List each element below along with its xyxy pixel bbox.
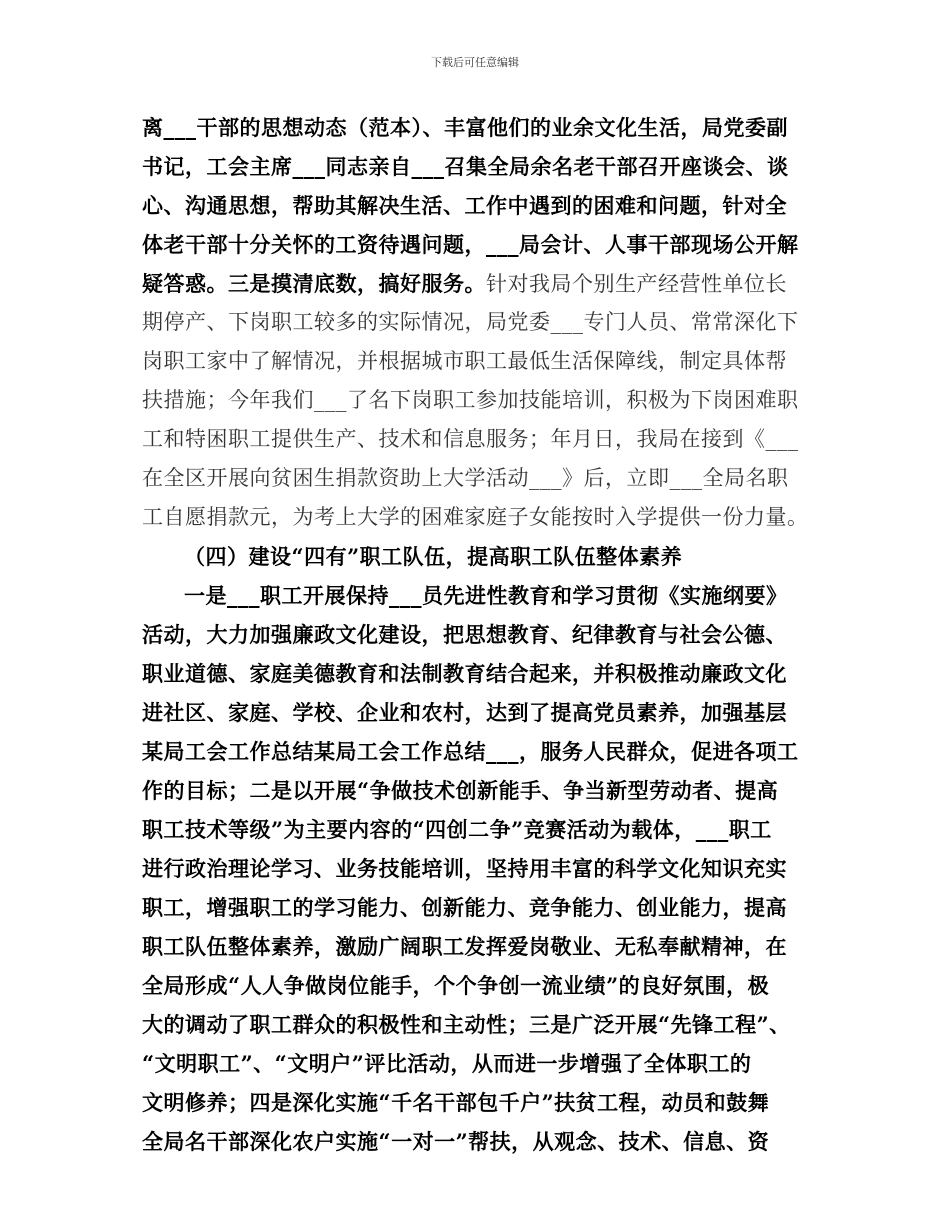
text-line (142, 186, 818, 225)
text-line (142, 108, 818, 147)
text-line (142, 303, 818, 342)
text-line-main: （四）建设“四有”职工队伍，提高职工队伍整体素养 (184, 544, 683, 569)
text-line-main: 全局名干部深化农户实施“一对一”帮扶，从观念、技术、信息、资 (142, 1129, 770, 1154)
text-line (142, 1122, 818, 1161)
text-line-main: 扶措施；今年我们___了名下岗职工参加技能培训，积极为下岗困难职 (142, 388, 799, 412)
text-line (142, 810, 818, 849)
text-line (142, 771, 818, 810)
text-line (142, 732, 818, 771)
text-line (142, 1005, 818, 1044)
text-line (142, 264, 818, 303)
text-line (142, 420, 818, 459)
text-line-main: 体老干部十分关怀的工资待遇问题，___局会计、人事干部现场公开解 (142, 232, 799, 257)
text-line (142, 381, 818, 420)
text-line (142, 147, 818, 186)
page-header: 下载后可任意编辑 (431, 56, 519, 69)
text-line (142, 615, 818, 654)
document-body (142, 108, 818, 1161)
text-line-main: 工和特困职工提供生产、技术和信息服务；年月日，我局在接到《___ (142, 427, 799, 451)
text-line (142, 342, 818, 381)
text-line-main: 进行政治理论学习、业务技能培训，坚持用丰富的科学文化知识充实 (142, 856, 787, 881)
text-line (142, 1083, 818, 1122)
text-line-main: 一是___职工开展保持___员先进性教育和学习贯彻《实施纲要》 (184, 583, 788, 608)
text-line (142, 1044, 818, 1083)
text-line-main: 大的调动了职工群众的积极性和主动性；三是广泛开展“先锋工程”、 (142, 1012, 791, 1037)
text-line-main: 书记，工会主席___同志亲自___召集全局余名老干部召开座谈会、谈 (142, 154, 789, 179)
text-line-main: 某局工会工作总结某局工会工作总结___，服务人民群众，促进各项工 (142, 739, 799, 764)
text-line-main: 疑答惑。三是摸清底数，搞好服务。 (142, 271, 486, 296)
text-line-tail: 针对我局个别生产经营性单位长 (486, 272, 787, 296)
text-line-main: 全局形成“人人争做岗位能手，个个争创一流业绩”的良好氛围，极 (142, 973, 770, 998)
text-line (142, 459, 818, 498)
text-line (142, 849, 818, 888)
text-line-main: 作的目标；二是以开展“争做技术创新能手、争当新型劳动者、提高 (142, 778, 779, 803)
text-line-main: 活动，大力加强廉政文化建设，把思想教育、纪律教育与社会公德、 (142, 622, 787, 647)
text-line (142, 537, 818, 576)
text-line-main: 职业道德、家庭美德教育和法制教育结合起来，并积极推动廉政文化 (142, 661, 787, 686)
text-line-main: 离___干部的思想动态（范本）、丰富他们的业余文化生活，局党委副 (142, 115, 788, 140)
text-line-main: 期停产、下岗职工较多的实际情况，局党委___专门人员、常常深化下 (142, 310, 799, 334)
text-line-main: 文明修养；四是深化实施“千名干部包千户”扶贫工程，动员和鼓舞 (142, 1090, 770, 1115)
text-line (142, 654, 818, 693)
text-line-main: 在全区开展向贫困生捐款资助上大学活动___》后，立即___全局名职 (142, 466, 789, 490)
text-line-main: 进社区、家庭、学校、企业和农村，达到了提高党员素养，加强基层 (142, 700, 787, 725)
text-line-main: 职工技术等级”为主要内容的“四创二争”竞赛活动为载体，___职工 (142, 817, 772, 842)
text-line (142, 693, 818, 732)
text-line-main: 工自愿捐款元，为考上大学的困难家庭子女能按时入学提供一份力量。 (142, 505, 809, 529)
text-line-main: 职工队伍整体素养，激励广阔职工发挥爱岗敬业、无私奉献精神，在 (142, 934, 787, 959)
text-line-main: 岗职工家中了解情况，并根据城市职工最低生活保障线，制定具体帮 (142, 349, 787, 373)
text-line-main: 职工，增强职工的学习能力、创新能力、竞争能力、创业能力，提高 (142, 895, 787, 920)
text-line (142, 225, 818, 264)
text-line (142, 576, 818, 615)
text-line-main: “文明职工”、“文明户”评比活动，从而进一步增强了全体职工的 (142, 1051, 752, 1076)
text-line-main: 心、沟通思想，帮助其解决生活、工作中遇到的困难和问题，针对全 (142, 193, 787, 218)
text-line (142, 927, 818, 966)
text-line (142, 966, 818, 1005)
text-line (142, 888, 818, 927)
text-line (142, 498, 818, 537)
